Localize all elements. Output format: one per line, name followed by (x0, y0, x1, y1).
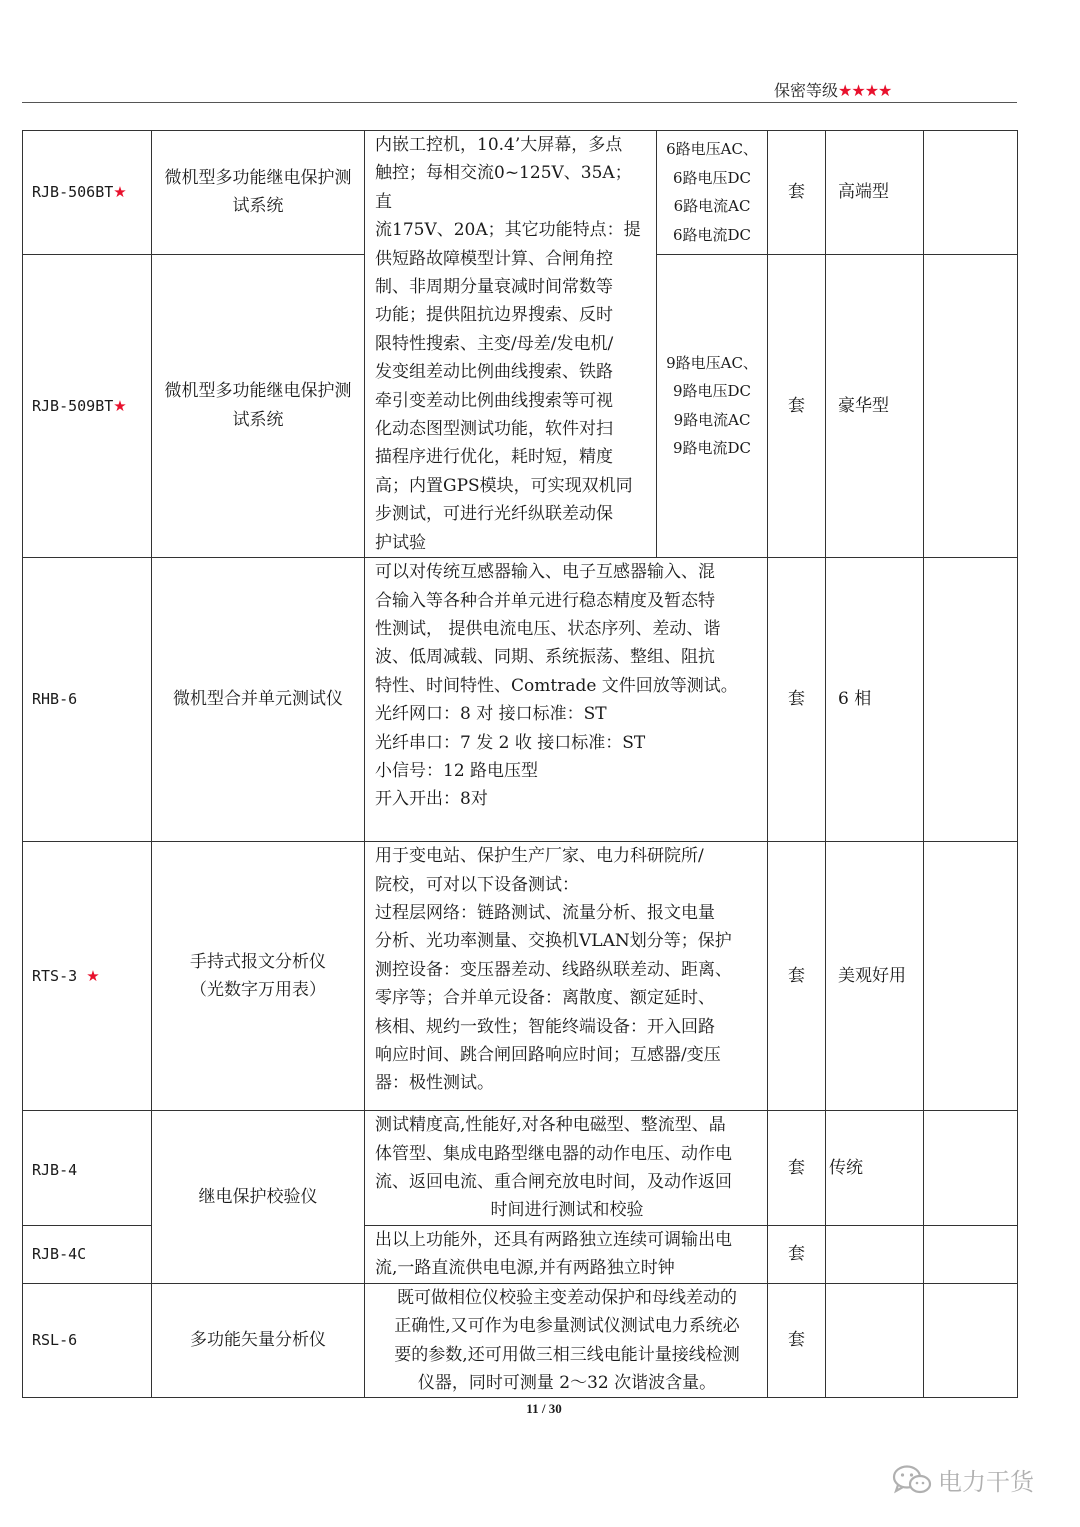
description-cell (365, 1225, 768, 1283)
model-cell: RHB-6 (23, 558, 152, 842)
description-line: 正确性,又可作为电参量测试仪测试电力系统必 (394, 1316, 740, 1337)
description-line: 体管型、集成电路型继电器的动作电压、动作电 (375, 1143, 732, 1164)
description-cell (365, 1283, 768, 1398)
unit-cell: 套 (768, 1283, 826, 1398)
description-line: 既可做相位仪校验主变差动保护和母线差动的 (397, 1287, 737, 1308)
description-line: 合输入等各种合并单元进行稳态精度及暂态特 (375, 590, 715, 611)
wechat-icon (892, 1464, 932, 1496)
description-line: 波、低周减载、同期、系统振荡、整组、阻抗 (375, 647, 715, 668)
description-line: 零序等；合并单元设备：离散度、额定延时、 (375, 988, 715, 1009)
empty-cell (924, 1225, 1018, 1283)
description-line: 限特性搜索、主变/母差/发电机/ (375, 333, 614, 354)
description-line: 核相、规约一致性；智能终端设备：开入回路 (375, 1016, 715, 1037)
model-cell (23, 254, 152, 557)
unit-cell: 套 (768, 254, 826, 557)
channel-line: 6路电流AC (673, 197, 751, 216)
empty-cell (924, 131, 1018, 255)
description-line: 内嵌工控机，10.4’大屏幕，多点 (375, 135, 623, 155)
description-line: 出以上功能外，还具有两路独立连续可调输出电 (375, 1229, 732, 1250)
channels-cell (657, 131, 768, 255)
product-name-cell: 多功能矢量分析仪 (152, 1283, 365, 1398)
description-line: 性测试， 提供电流电压、状态序列、差动、谐 (375, 618, 721, 639)
table-row (23, 842, 1018, 1111)
channel-line: 9路电流AC (673, 410, 751, 429)
description-line: 器：极性测试。 (375, 1073, 494, 1094)
table-row (23, 1283, 1018, 1398)
description-line: 牵引变差动比例曲线搜索等可视 (375, 390, 613, 411)
channel-line: 9路电压DC (672, 382, 752, 401)
description-line: 化动态图型测试功能，软件对扫 (375, 419, 613, 440)
description-line: 描程序进行优化，耗时短，精度 (375, 447, 613, 468)
description-line: 特性、时间特性、Comtrade 文件回放等测试。 (375, 675, 738, 696)
unit-cell: 套 (768, 1111, 826, 1226)
table-row (23, 1111, 1018, 1226)
empty-cell (826, 1283, 924, 1398)
empty-cell (924, 254, 1018, 557)
description-line: 发变组差动比例曲线搜索、铁路 (375, 362, 613, 383)
unit-cell: 套 (768, 842, 826, 1111)
model-cell (23, 842, 152, 1111)
description-line: 流,一路直流供电电源,并有两路独立时钟 (375, 1258, 675, 1279)
product-name-cell: 继电保护校验仪 (152, 1111, 365, 1284)
confidentiality-label (774, 78, 891, 101)
product-name-subtitle: （光数字万用表） (190, 980, 326, 1001)
description-line: 护试验 (375, 532, 426, 553)
model-cell (23, 131, 152, 255)
empty-cell (924, 1111, 1018, 1226)
description-cell (365, 1111, 768, 1226)
description-line: 流175V、20A；其它功能特点：提 (375, 220, 641, 241)
model-code: RJB-506BT (32, 183, 114, 202)
product-name: 手持式报文分析仪 (190, 951, 326, 972)
description-cell (365, 842, 768, 1111)
product-name-cell (152, 842, 365, 1111)
remark-cell: 传统 (826, 1111, 924, 1226)
channels-cell (657, 254, 768, 557)
description-line: 光纤网口：8 对 接口标准：ST (375, 704, 607, 725)
unit-cell: 套 (768, 131, 826, 255)
product-name: 微机型多功能继电保护测试系统 (164, 167, 352, 217)
star-icon: ★ (113, 396, 127, 415)
star-icon: ★ (113, 183, 127, 202)
model-cell: RJB-4 (23, 1111, 152, 1226)
description-line: 过程层网络：链路测试、流量分析、报文电量 (375, 902, 715, 923)
remark-cell: 6 相 (826, 558, 924, 842)
channel-line: 9路电压AC、 (666, 353, 758, 372)
product-name: 微机型多功能继电保护测试系统 (164, 381, 352, 430)
description-line: 高；内置GPS模块，可实现双机同 (375, 475, 633, 496)
model-cell: RJB-4C (23, 1225, 152, 1283)
channel-line: 6路电压DC (672, 168, 752, 187)
model-cell: RSL-6 (23, 1283, 152, 1398)
empty-cell (924, 1283, 1018, 1398)
confidentiality-text: 保密等级 (774, 81, 839, 100)
product-name-cell: 微机型合并单元测试仪 (152, 558, 365, 842)
description-line: 可以对传统互感器输入、电子互感器输入、混 (375, 562, 715, 583)
model-code: RTS-3 (32, 966, 78, 985)
description-line: 时间进行测试和校验 (490, 1200, 644, 1221)
unit-cell: 套 (768, 1225, 826, 1283)
description-line: 开入开出：8对 (375, 789, 488, 810)
description-cell (365, 131, 657, 558)
description-line: 要的参数,还可用做三相三线电能计量接线检测 (394, 1344, 740, 1365)
empty-cell (924, 558, 1018, 842)
table-row (23, 131, 1018, 255)
product-name-cell (152, 254, 365, 557)
channel-line: 6路电流DC (672, 225, 752, 244)
description-line: 院校，可对以下设备测试： (375, 874, 579, 895)
description-line: 光纤串口：7 发 2 收 接口标准：ST (375, 732, 646, 753)
description-line: 响应时间、跳合闸回路响应时间；互感器/变压 (375, 1044, 721, 1065)
description-line: 测控设备：变压器差动、线路纵联差动、距离、 (375, 959, 732, 980)
description-line: 供短路故障模型计算、合闸角控 (375, 248, 613, 269)
remark-cell: 豪华型 (826, 254, 924, 557)
remark-cell: 高端型 (826, 131, 924, 255)
unit-cell: 套 (768, 558, 826, 842)
description-cell (365, 558, 768, 842)
watermark-text: 电力干货 (938, 1468, 1034, 1496)
page-number: 11 / 30 (526, 1401, 562, 1416)
product-spec-table (22, 130, 1018, 1398)
watermark (892, 1462, 1034, 1497)
empty-cell (826, 1225, 924, 1283)
description-line: 流、返回电流、重合闸充放电时间，及动作返回 (375, 1171, 732, 1192)
star-icon: ★ (86, 966, 100, 985)
confidentiality-stars: ★★★★ (838, 81, 892, 100)
empty-cell (924, 842, 1018, 1111)
description-line: 测试精度高,性能好,对各种电磁型、整流型、晶 (375, 1115, 726, 1136)
channel-line: 6路电压AC、 (666, 140, 758, 159)
description-line: 制、非周期分量衰减时间常数等 (375, 277, 613, 298)
model-code: RJB-509BT (32, 396, 114, 415)
channel-line: 9路电流DC (672, 439, 752, 458)
description-line: 小信号：12 路电压型 (375, 760, 539, 781)
description-line: 功能；提供阻抗边界搜索、反时 (375, 305, 613, 326)
product-name-cell (152, 131, 365, 255)
description-line: 分析、光功率测量、交换机VLAN划分等；保护 (375, 931, 732, 952)
description-line: 仪器，同时可测量 2～32 次谐波含量。 (417, 1372, 717, 1393)
table-row (23, 558, 1018, 842)
description-line: 用于变电站、保护生产厂家、电力科研院所/ (375, 846, 704, 867)
description-line: 触控；每相交流0~125V、35A；直 (375, 163, 632, 212)
description-line: 步测试，可进行光纤纵联差动保 (375, 504, 613, 525)
remark-cell: 美观好用 (826, 842, 924, 1111)
header-divider (22, 102, 1017, 103)
